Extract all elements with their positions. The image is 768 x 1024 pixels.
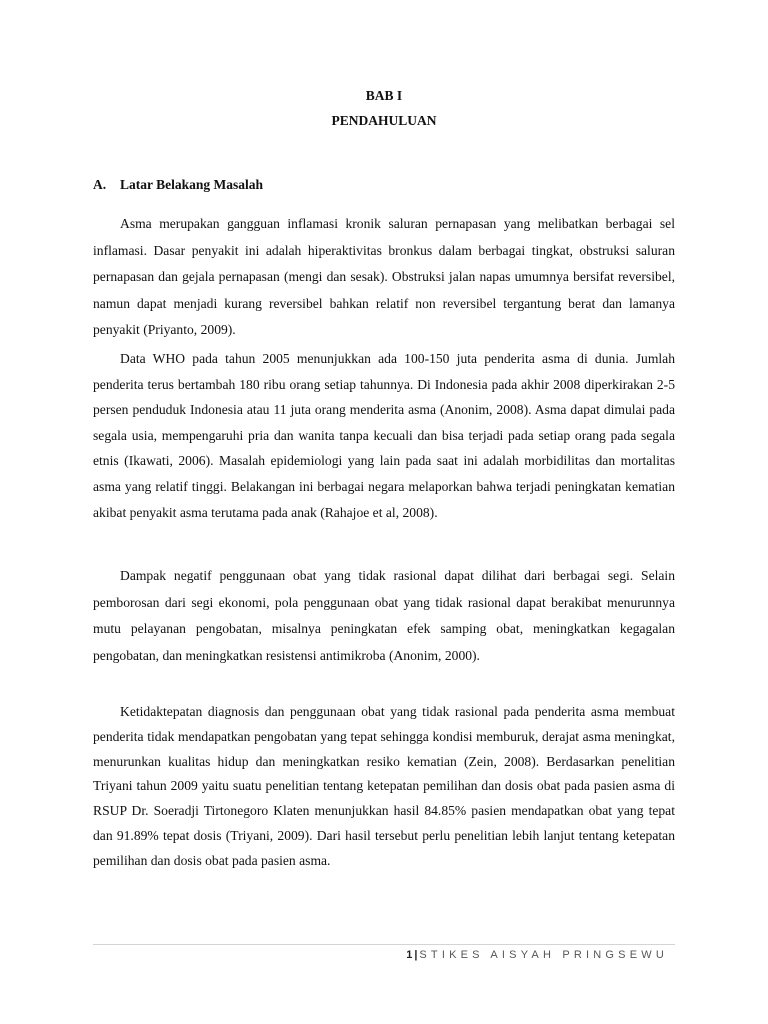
paragraph-block — [93, 563, 675, 669]
footer-divider — [93, 944, 675, 945]
paragraph: Dampak negatif penggunaan obat yang tidak rasional dapat dilihat dari berbagai segi. Selain pemborosan dari segi ekonomi, pola penggunaan obat yang tidak rasional dapat berakibat menurunnya mutu pelayanan pengobatan, misalnya peningkatan efek samping obat, meningkatkan kegagalan pengobatan, dan meningkatkan resistensi antimikroba (Anonim, 2000). — [93, 568, 675, 663]
footer-separator: | — [414, 949, 418, 961]
paragraph-block — [93, 346, 675, 525]
page-footer — [406, 948, 668, 962]
paragraph: Data WHO pada tahun 2005 menunjukkan ada 100-150 juta penderita asma di dunia. Jumlah penderita terus bertambah 180 ribu orang setiap tahunnya. Di Indonesia pada akhir 2008 diperkirakan 2-5 persen penduduk Indonesia atau 11 juta orang menderita asma (Anonim, 2008). Asma dapat dimulai pada segala usia, mempengaruhi pria dan wanita tanpa kecuali dan bisa terjadi pada setiap orang pada segala etnis (Ikawati, 2006). Masalah epidemiologi yang lain pada saat ini adalah morbidilitas dan mortalitas asma yang relatif tinggi. Belakangan ini berbagai negara melaporkan bahwa terjadi peningkatan kematian akibat penyakit asma terutama pada anak (Rahajoe et al, 2008). — [93, 351, 675, 520]
section-heading — [93, 177, 263, 193]
section-title: Latar Belakang Masalah — [120, 177, 264, 192]
paragraph: Ketidaktepatan diagnosis dan penggunaan obat yang tidak rasional pada penderita asma membuat penderita tidak mendapatkan pengobatan yang tepat sehingga kondisi memburuk, derajat asma meningkat, menurunkan kualitas hidup dan meningkatkan resiko kematian (Zein, 2008). Berdasarkan penelitian Triyani tahun 2009 yaitu suatu penelitian tentang ketepatan pemilihan dan dosis obat pada pasien asma di RSUP Dr. Soeradji Tirtonegoro Klaten menunjukkan hasil 84.85% pasien mendapatkan obat yang tepat dan 91.89% tepat dosis (Triyani, 2009). Dari hasil tersebut perlu penelitian lebih lanjut tentang ketepatan pemilihan dan dosis obat pada pasien asma. — [93, 704, 675, 868]
paragraph-block — [93, 700, 675, 874]
footer-institution: STIKES AISYAH PRINGSEWU — [419, 949, 668, 961]
chapter-heading: BAB I — [365, 88, 403, 103]
section-letter: A. — [93, 177, 107, 192]
paragraph: Asma merupakan gangguan inflamasi kronik saluran pernapasan yang melibatkan berbagai sel inflamasi. Dasar penyakit ini adalah hiperaktivitas bronkus dalam berbagai tingkat, obstruksi saluran pernapasan dan gejala pernapasan (mengi dan sesak). Obstruksi jalan napas umumnya bersifat reversibel, namun dapat menjadi kurang reversibel bahkan relatif non reversibel tergantung berat dan lamanya penyakit (Priyanto, 2009). — [93, 216, 675, 337]
chapter-title: PENDAHULUAN — [331, 113, 437, 128]
paragraph-block — [93, 211, 675, 344]
page-number: 1 — [406, 949, 413, 961]
